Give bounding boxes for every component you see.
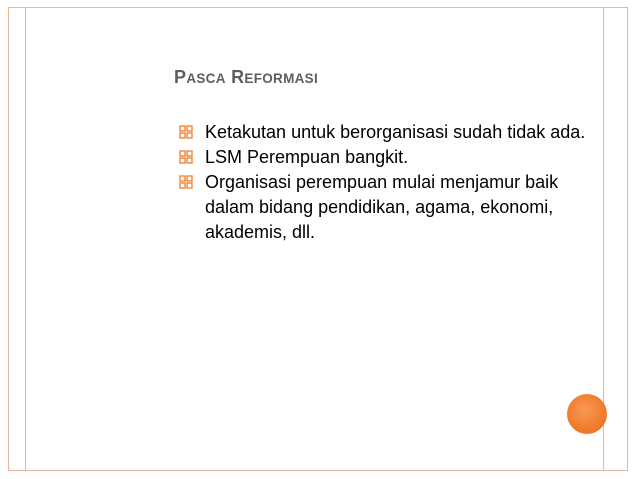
left-frame-line [25, 7, 26, 471]
slide-title [174, 67, 318, 88]
title-letter-2: R [231, 67, 245, 87]
bullet-icon [178, 174, 194, 190]
decorative-orange-circle [567, 394, 607, 434]
bullet-icon [178, 149, 194, 165]
bullet-item [178, 170, 598, 245]
bullet-item [178, 120, 598, 145]
bullet-text: LSM Perempuan bangkit. [205, 147, 409, 167]
title-letter-1: P [174, 67, 187, 87]
bullet-icon [178, 124, 194, 140]
bullet-text: Organisasi perempuan mulai menjamur baik dalam bidang pendidikan, agama, ekonomi, akademis, dll. [205, 172, 559, 242]
bullet-item [178, 145, 598, 170]
title-word-1-rest: ASCA [186, 71, 226, 86]
bullet-text: Ketakutan untuk berorganisasi sudah tidak ada. [205, 122, 586, 142]
bullet-list [178, 120, 598, 245]
title-word-2-rest: EFORMASI [244, 71, 319, 86]
